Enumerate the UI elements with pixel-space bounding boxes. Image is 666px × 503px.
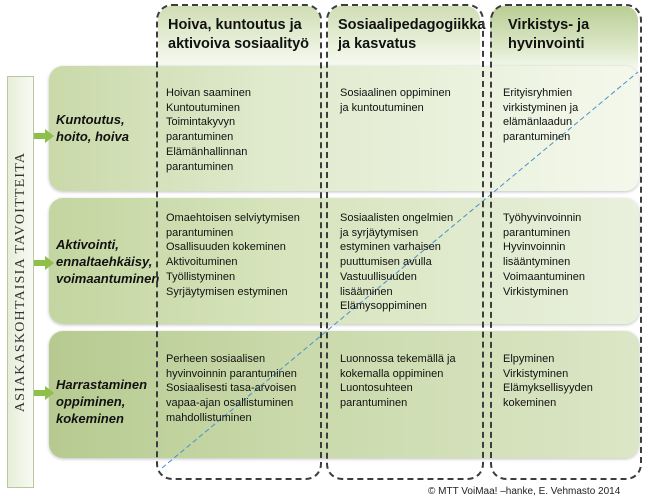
column-title-2: Sosiaalipedagogiikka ja kasvatus xyxy=(338,17,486,52)
cell-r3-c1: Perheen sosiaalisen hyvinvoinnin parantuminen Sosiaalisesti tasa-arvoisen vapaa-ajan osallistuminen mahdollistuminen xyxy=(166,353,297,424)
row-label-1: Kuntoutus, hoito, hoiva xyxy=(56,112,129,144)
cell-r1-c1: Hoivan saaminen Kuntoutuminen Toimintakyvyn parantuminen Elämänhallinnan parantuminen xyxy=(166,87,251,173)
column-outline-3 xyxy=(490,4,642,480)
column-title-3: Virkistys- ja hyvinvointi xyxy=(508,17,590,52)
cell-r2-c1: Omaehtoisen selviytymisen parantuminen Osallisuuden kokeminen Aktivoituminen Työllistyminen Syrjäytymisen estyminen xyxy=(166,212,300,298)
cell-r3-c2: Luonnossa tekemällä ja kokemalla oppiminen Luontosuhteen parantuminen xyxy=(340,353,456,410)
row-label-2: Aktivointi, ennaltaehkäisy, voimaantuminen xyxy=(56,237,160,286)
arrow-right-icon xyxy=(34,386,54,400)
arrow-right-icon xyxy=(34,256,54,270)
side-label: ASIAKASKOHTAISIA TAVOITTEITA xyxy=(12,151,28,413)
copyright-text: © MTT VoiMaa! –hanke, E. Vehmasto 2014 xyxy=(428,486,621,497)
cell-r2-c3: Työhyvinvoinnin parantuminen Hyvinvoinnin lisääntyminen Voimaantuminen Virkistyminen xyxy=(503,212,585,298)
cell-r2-c2: Sosiaalisten ongelmien ja syrjäytymisen estyminen varhaisen puuttumisen avulla Vastuullisuuden lisääminen Elämysoppiminen xyxy=(340,212,454,313)
row-label-3: Harrastaminen oppiminen, kokeminen xyxy=(56,377,148,426)
column-outline-2 xyxy=(326,4,484,480)
cell-r1-c3: Erityisryhmien virkistyminen ja elämänlaadun parantuminen xyxy=(503,87,579,144)
column-title-1: Hoiva, kuntoutus ja aktivoiva sosiaalityö xyxy=(168,17,310,52)
cell-r1-c2: Sosiaalinen oppiminen ja kuntoutuminen xyxy=(340,87,451,114)
cell-r3-c3: Elpyminen Virkistyminen Elämyksellisyyden kokeminen xyxy=(503,353,593,410)
column-outline-1 xyxy=(156,4,322,480)
arrow-right-icon xyxy=(34,129,54,143)
